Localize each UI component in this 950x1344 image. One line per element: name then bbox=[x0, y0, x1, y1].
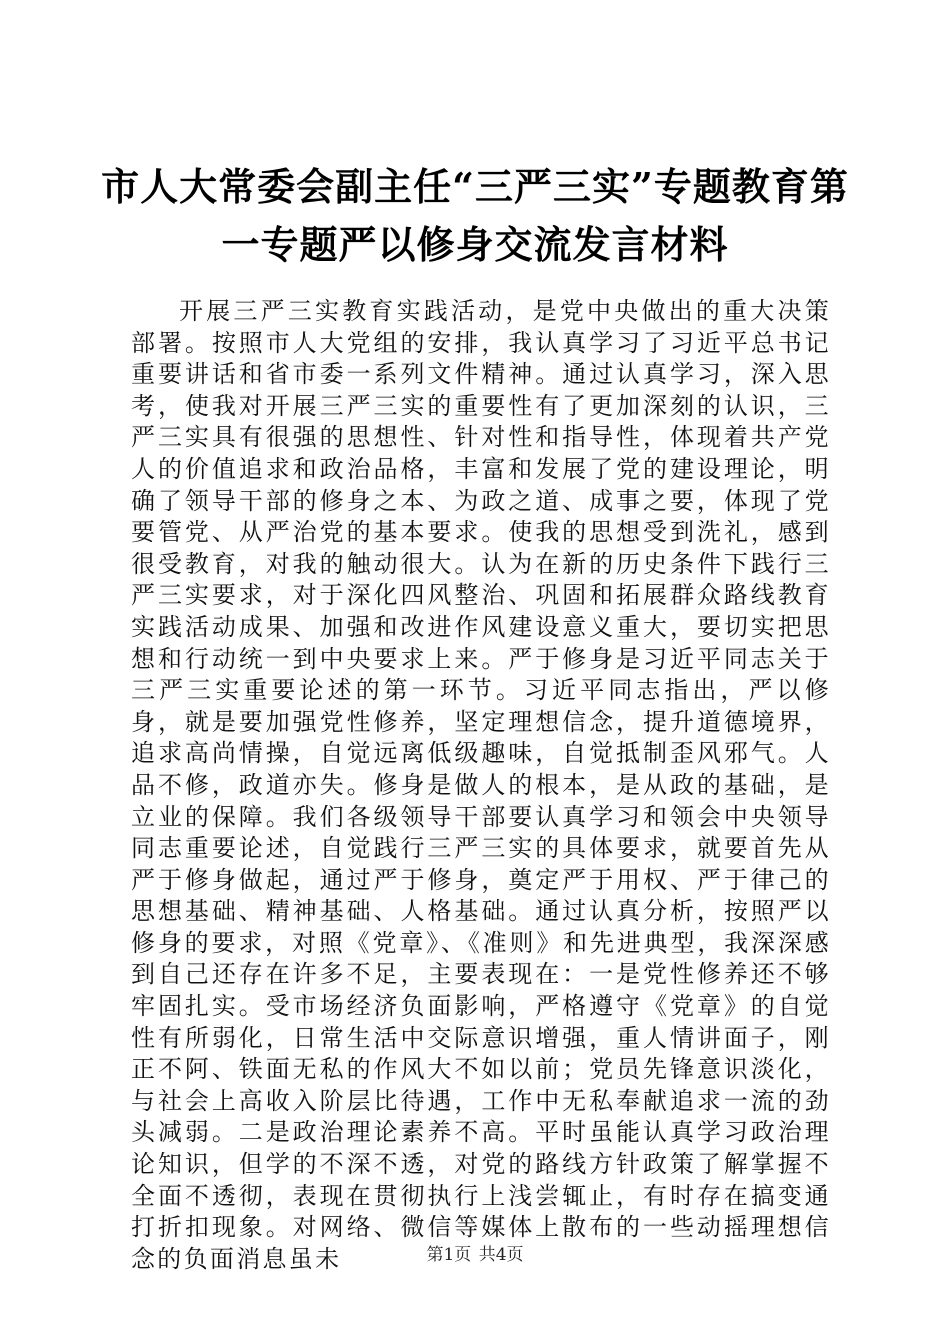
title-line-1: 市人大常委会副主任“三严三实”专题教育第 bbox=[101, 164, 849, 209]
page-total: 共4页 bbox=[478, 1245, 524, 1265]
title-line-2: 一专题严以修身交流发言材料 bbox=[221, 222, 729, 267]
document-title bbox=[100, 158, 850, 274]
page-number: 第1页 bbox=[426, 1245, 472, 1265]
body-paragraph: 开展三严三实教育实践活动，是党中央做出的重大决策部署。按照市人大党组的安排，我认真学习了习近平总书记重要讲话和省市委一系列文件精神。通过认真学习，深入思考，使我对开展三严三实的重要性有了更加深刻的认识，三严三实具有很强的思想性、针对性和指导性，体现着共产党人的价值追求和政治品格，丰富和发展了党的建设理论，明确了领导干部的修身之本、为政之道、成事之要，体现了党要管党、从严治党的基本要求。使我的思想受到洗礼，感到很受教育，对我的触动很大。认为在新的历史条件下践行三严三实要求，对于深化四风整治、巩固和拓展群众路线教育实践活动成果、加强和改进作风建设意义重大，要切实把思想和行动统一到中央要求上来。严于修身是习近平同志关于三严三实重要论述的第一环节。习近平同志指出，严以修身，就是要加强党性修养，坚定理想信念，提升道德境界，追求高尚情操，自觉远离低级趣味，自觉抵制歪风邪气。人品不修，政道亦失。修身是做人的根本，是从政的基础，是立业的保障。我们各级领导干部要认真学习和领会中央领导同志重要论述，自觉践行三严三实的具体要求，就要首先从严于修身做起，通过严于修身，奠定严于用权、严于律己的思想基础、精神基础、人格基础。通过认真分析，按照严以修身的要求，对照《党章》、《准则》和先进典型，我深深感到自己还存在许多不足，主要表现在：一是党性修养还不够牢固扎实。受市场经济负面影响，严格遵守《党章》的自觉性有所弱化，日常生活中交际意识增强，重人情讲面子，刚正不阿、铁面无私的作风大不如以前；党员先锋意识淡化，与社会上高收入阶层比待遇，工作中无私奉献追求一流的劲头减弱。二是政治理论素养不高。平时虽能认真学习政治理论知识，但学的不深不透，对党的路线方针政策了解掌握不全面不透彻，表现在贯彻执行上浅尝辄止，有时存在搞变通打折扣现象。对网络、微信等媒体上散布的一些动摇理想信念的负面消息虽未 bbox=[131, 297, 831, 1273]
page-footer bbox=[0, 1244, 950, 1266]
